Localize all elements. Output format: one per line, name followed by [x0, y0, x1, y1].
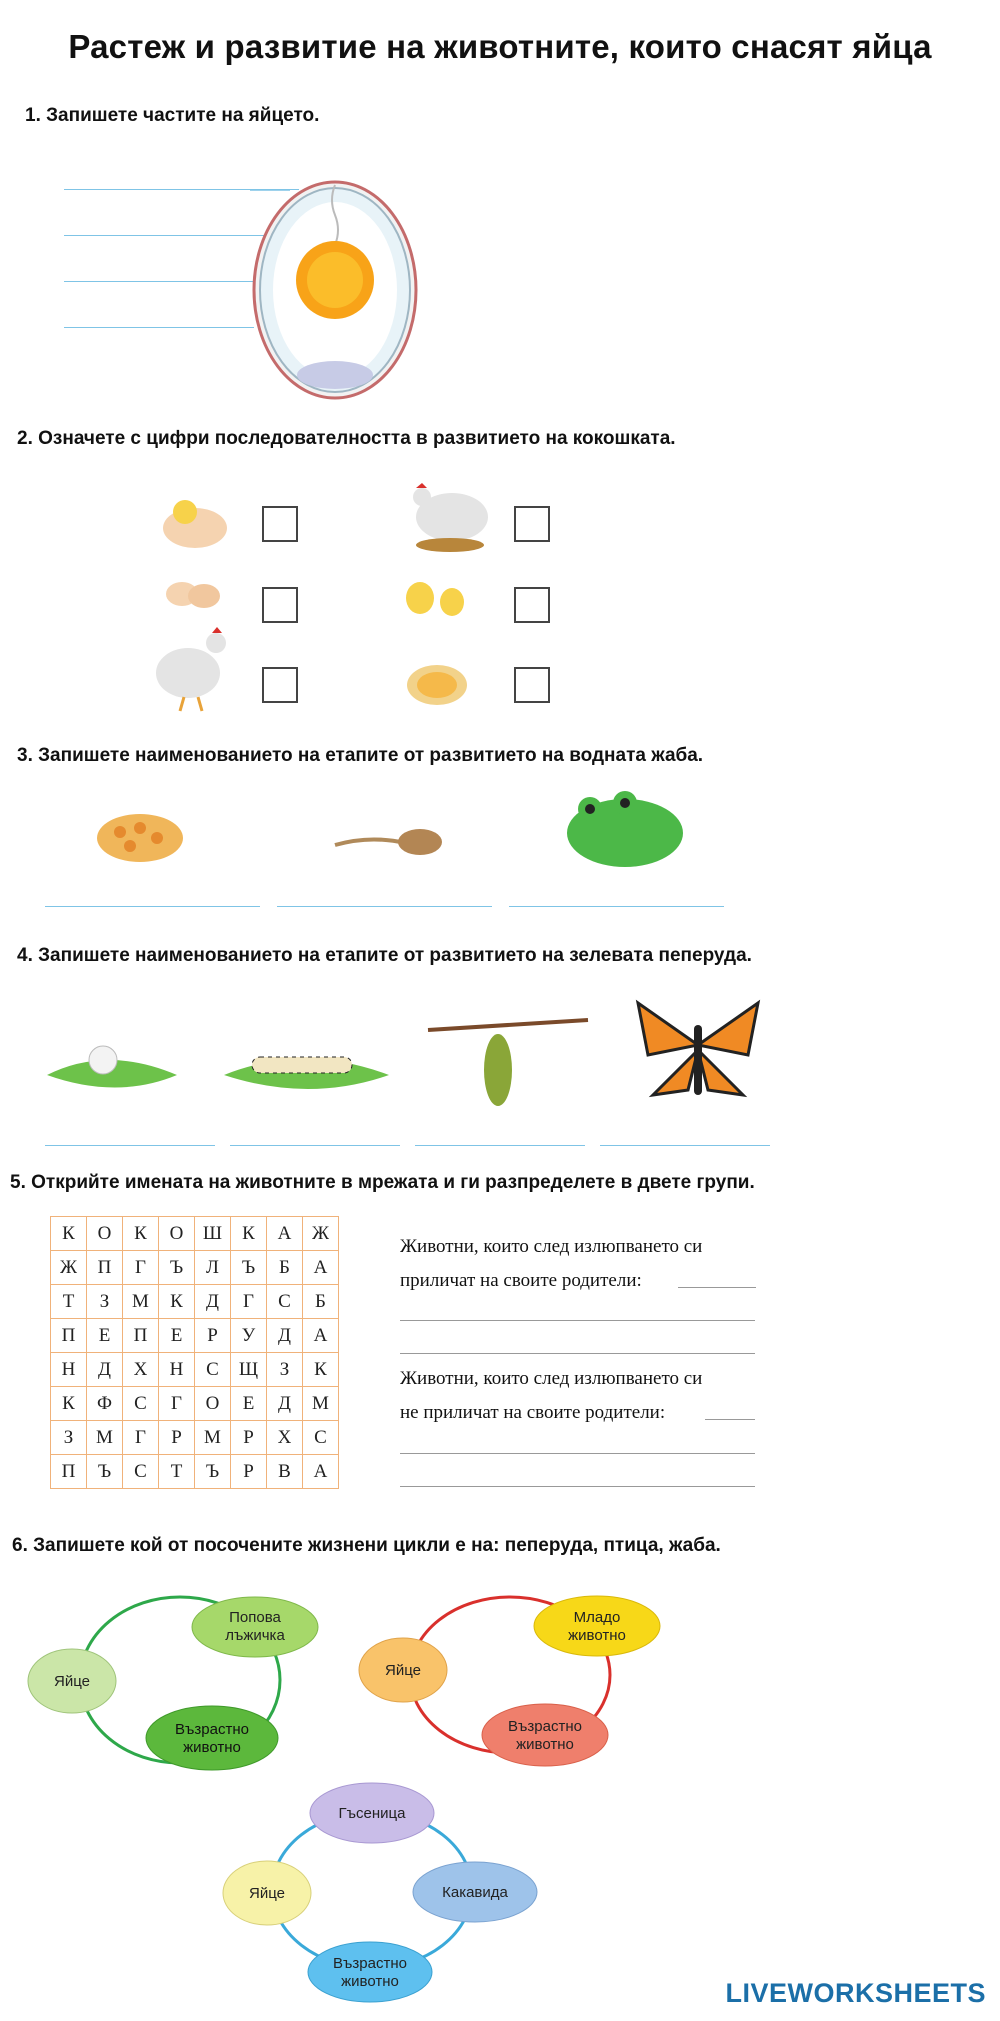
grid-row — [51, 1319, 339, 1353]
cycle-2-node-c — [482, 1704, 608, 1766]
grid-cell[interactable]: М — [87, 1421, 123, 1455]
grid-cell[interactable]: Л — [195, 1251, 231, 1285]
grid-cell[interactable]: В — [267, 1455, 303, 1489]
task-3-heading: 3. Запишете наименованието на етапите от развитието на водната жаба. — [17, 745, 704, 766]
grid-cell[interactable]: Ж — [303, 1217, 339, 1251]
grid-row — [51, 1217, 339, 1251]
order-box-6[interactable] — [514, 667, 550, 703]
chrysalis-image — [423, 1000, 593, 1110]
grid-cell[interactable]: Ш — [195, 1217, 231, 1251]
butterfly-image — [628, 995, 768, 1107]
cycle-1-node-b-line-1: Яйце — [54, 1673, 90, 1690]
grid-cell[interactable]: О — [87, 1217, 123, 1251]
grid-cell[interactable]: С — [123, 1387, 159, 1421]
grid-cell[interactable]: П — [51, 1455, 87, 1489]
grid-cell[interactable]: С — [267, 1285, 303, 1319]
butterfly-answer-line-1[interactable] — [45, 1145, 215, 1146]
frog-spawn-image — [95, 810, 185, 865]
embryo-egg-image — [405, 663, 470, 708]
frog-answer-line-1[interactable] — [45, 906, 260, 907]
cycle-2-node-c-line-1: Възрастно — [508, 1718, 582, 1735]
grid-cell[interactable]: Ъ — [87, 1455, 123, 1489]
group-2-answer-line-1[interactable] — [400, 1453, 755, 1454]
cycle-3-node-d-line-1: Възрастно — [333, 1955, 407, 1972]
grid-cell[interactable]: Т — [159, 1455, 195, 1489]
grid-cell[interactable]: К — [51, 1387, 87, 1421]
order-box-2[interactable] — [514, 506, 550, 542]
frog-answer-line-3[interactable] — [509, 906, 724, 907]
liveworksheets-logo: LIVEWORKSHEETS — [725, 1978, 986, 2008]
grid-cell[interactable]: Ж — [51, 1251, 87, 1285]
grid-cell[interactable]: Е — [159, 1319, 195, 1353]
grid-row — [51, 1455, 339, 1489]
word-search-grid — [50, 1216, 339, 1489]
eggs-image — [160, 572, 230, 612]
group-1-line-1: Животни, които след излюпването си — [400, 1236, 703, 1257]
cycle-1-node-c-line-2: животно — [183, 1739, 241, 1756]
grid-cell[interactable]: О — [159, 1217, 195, 1251]
task-2-heading: 2. Означете с цифри последователността в развитието на кокошката. — [17, 428, 676, 449]
grid-cell[interactable]: Ъ — [195, 1455, 231, 1489]
egg-answer-line-4[interactable] — [64, 327, 254, 328]
grid-cell[interactable]: Н — [159, 1353, 195, 1387]
cycle-3-node-d — [308, 1942, 432, 2002]
grid-cell[interactable]: М — [195, 1421, 231, 1455]
grid-cell[interactable]: У — [231, 1319, 267, 1353]
grid-cell[interactable]: Р — [231, 1421, 267, 1455]
cycle-1-node-c-line-1: Възрастно — [175, 1721, 249, 1738]
task-5-heading: 5. Открийте имената на животните в мрежата и ги разпределете в двете групи. — [10, 1172, 755, 1193]
frog-image — [555, 785, 690, 875]
grid-cell[interactable]: Х — [267, 1421, 303, 1455]
group-1-answer-line-0[interactable] — [678, 1287, 756, 1288]
group-2-answer-line-0[interactable] — [705, 1419, 755, 1420]
butterfly-answer-line-4[interactable] — [600, 1145, 770, 1146]
grid-cell[interactable]: К — [159, 1285, 195, 1319]
group-2-answer-line-2[interactable] — [400, 1486, 755, 1487]
grid-cell[interactable]: Ф — [87, 1387, 123, 1421]
grid-cell[interactable]: Р — [159, 1421, 195, 1455]
grid-cell[interactable]: Б — [303, 1285, 339, 1319]
grid-cell[interactable]: Б — [267, 1251, 303, 1285]
cycle-3-node-a-line-1: Гъсеница — [338, 1805, 406, 1822]
grid-cell[interactable]: Р — [231, 1455, 267, 1489]
grid-row — [51, 1421, 339, 1455]
order-box-5[interactable] — [262, 667, 298, 703]
group-2-line-2: не приличат на своите родители: — [400, 1402, 666, 1423]
grid-cell[interactable]: Г — [123, 1421, 159, 1455]
order-box-3[interactable] — [262, 587, 298, 623]
grid-row — [51, 1285, 339, 1319]
group-1-answer-line-2[interactable] — [400, 1353, 755, 1354]
grid-cell[interactable]: Х — [123, 1353, 159, 1387]
hen-on-nest-image — [400, 483, 495, 555]
cycle-2-node-c-line-2: животно — [516, 1736, 574, 1753]
butterfly-egg-image — [45, 1035, 180, 1100]
group-1-text — [400, 1230, 702, 1298]
group-1-line-2: приличат на своите родители: — [400, 1270, 642, 1291]
grid-cell[interactable]: Е — [231, 1387, 267, 1421]
butterfly-answer-line-2[interactable] — [230, 1145, 400, 1146]
hatching-chick-image — [150, 490, 240, 550]
tadpole-image — [330, 825, 445, 860]
grid-cell[interactable]: Р — [195, 1319, 231, 1353]
life-cycles-diagram — [0, 1570, 1000, 2010]
task-1-heading: 1. Запишете частите на яйцето. — [25, 105, 320, 126]
task-6-heading: 6. Запишете кой от посочените жизнени цикли е на: пеперуда, птица, жаба. — [12, 1535, 721, 1556]
cycle-2-node-a-line-2: животно — [568, 1627, 626, 1644]
frog-answer-line-2[interactable] — [277, 906, 492, 907]
cycle-1-node-a-line-2: лъжичка — [225, 1627, 285, 1644]
grid-cell[interactable]: Ъ — [231, 1251, 267, 1285]
grid-cell[interactable]: Н — [51, 1353, 87, 1387]
page-title: Растеж и развитие на животните, които снасят яйца — [68, 28, 932, 65]
group-2-line-1: Животни, които след излюпването си — [400, 1368, 703, 1389]
cycle-1-node-a-line-1: Попова — [229, 1609, 281, 1626]
grid-cell[interactable]: Д — [267, 1387, 303, 1421]
grid-cell[interactable]: Д — [267, 1319, 303, 1353]
cycle-2-node-a — [534, 1596, 660, 1656]
grid-cell[interactable]: М — [303, 1387, 339, 1421]
grid-cell[interactable]: О — [195, 1387, 231, 1421]
grid-cell[interactable]: А — [303, 1319, 339, 1353]
cycle-1-node-c — [146, 1706, 278, 1770]
grid-cell[interactable]: З — [51, 1421, 87, 1455]
grid-cell[interactable]: Г — [123, 1251, 159, 1285]
grid-cell[interactable]: А — [267, 1217, 303, 1251]
grid-cell[interactable]: А — [303, 1455, 339, 1489]
caterpillar-image — [222, 1035, 392, 1103]
grid-cell[interactable]: Д — [87, 1353, 123, 1387]
butterfly-answer-line-3[interactable] — [415, 1145, 585, 1146]
cycle-3-node-b-line-1: Яйце — [249, 1885, 285, 1902]
grid-cell[interactable]: К — [123, 1217, 159, 1251]
grid-cell[interactable]: Г — [159, 1387, 195, 1421]
order-box-1[interactable] — [262, 506, 298, 542]
grid-cell[interactable]: П — [123, 1319, 159, 1353]
grid-cell[interactable]: К — [303, 1353, 339, 1387]
grid-cell[interactable]: Е — [87, 1319, 123, 1353]
hen-image — [150, 623, 235, 713]
egg-diagram — [250, 165, 420, 401]
grid-cell[interactable]: К — [231, 1217, 267, 1251]
grid-cell[interactable]: С — [123, 1455, 159, 1489]
group-2-text — [400, 1362, 702, 1430]
grid-cell[interactable]: З — [267, 1353, 303, 1387]
task-4-heading: 4. Запишете наименованието на етапите от развитието на зелевата пеперуда. — [17, 945, 752, 966]
grid-cell[interactable]: Ъ — [159, 1251, 195, 1285]
group-1-answer-line-1[interactable] — [400, 1320, 755, 1321]
grid-cell[interactable]: З — [87, 1285, 123, 1319]
grid-cell[interactable]: М — [123, 1285, 159, 1319]
cycle-2-node-b-line-1: Яйце — [385, 1662, 421, 1679]
grid-row — [51, 1353, 339, 1387]
grid-cell[interactable]: П — [87, 1251, 123, 1285]
grid-cell[interactable]: Т — [51, 1285, 87, 1319]
grid-cell[interactable]: Щ — [231, 1353, 267, 1387]
grid-cell[interactable]: С — [195, 1353, 231, 1387]
grid-row — [51, 1251, 339, 1285]
cycle-2-node-a-line-1: Младо — [573, 1609, 621, 1626]
cycle-3-node-c-line-1: Какавида — [442, 1884, 508, 1901]
grid-cell[interactable]: А — [303, 1251, 339, 1285]
grid-cell[interactable]: Д — [195, 1285, 231, 1319]
grid-cell[interactable]: П — [51, 1319, 87, 1353]
chicks-image — [400, 568, 475, 628]
grid-cell[interactable]: Г — [231, 1285, 267, 1319]
grid-cell[interactable]: К — [51, 1217, 87, 1251]
order-box-4[interactable] — [514, 587, 550, 623]
grid-cell[interactable]: С — [303, 1421, 339, 1455]
grid-row — [51, 1387, 339, 1421]
cycle-3-node-d-line-2: животно — [341, 1973, 399, 1990]
